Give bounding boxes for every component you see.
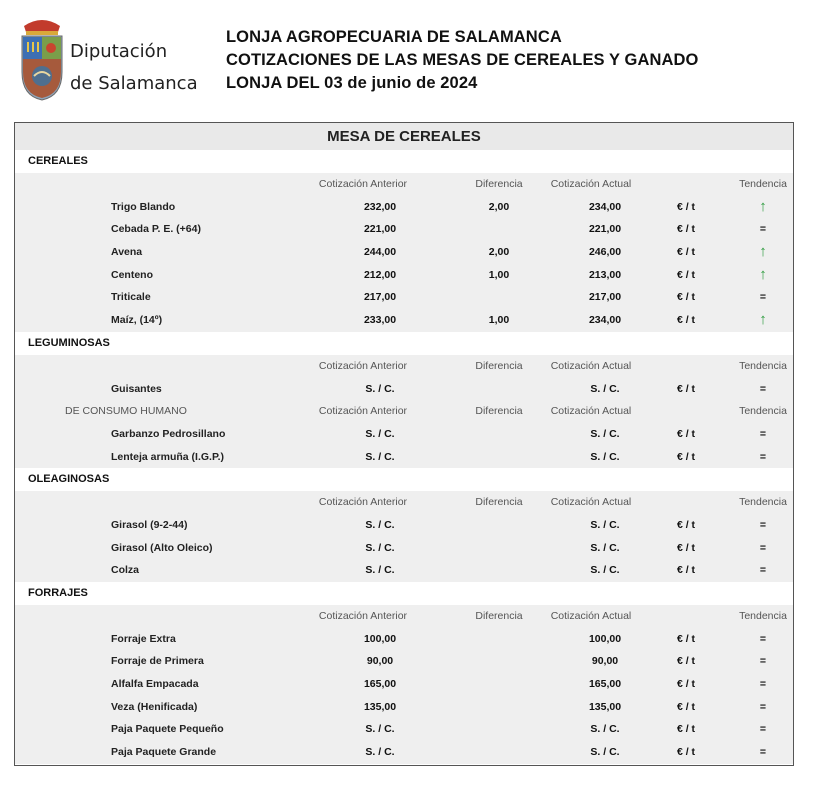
- current-price: 246,00: [588, 246, 622, 259]
- table-row: [15, 537, 793, 560]
- price-unit: € / t: [676, 382, 696, 395]
- previous-price: 135,00: [363, 700, 397, 713]
- previous-price: 232,00: [363, 200, 397, 213]
- previous-price: S. / C.: [365, 564, 395, 577]
- subsection-label: DE CONSUMO HUMANO: [65, 405, 187, 418]
- product-name: Forraje de Primera: [111, 655, 204, 668]
- previous-price: 221,00: [363, 223, 397, 236]
- previous-price: S. / C.: [365, 541, 395, 554]
- price-difference: 1,00: [488, 314, 510, 327]
- trend-up-arrow-icon: ↑: [759, 243, 767, 261]
- table-row: [15, 286, 793, 309]
- table-row: [15, 423, 793, 446]
- previous-price: 233,00: [363, 314, 397, 327]
- price-unit: € / t: [676, 564, 696, 577]
- heading-line2: COTIZACIONES DE LAS MESAS DE CEREALES Y GANADO: [226, 51, 699, 69]
- product-name: Paja Paquete Grande: [111, 746, 217, 759]
- previous-price: S. / C.: [365, 382, 395, 395]
- table-row: [15, 650, 793, 673]
- trend-up-arrow-icon: ↑: [759, 265, 767, 283]
- trend-equal: =: [759, 564, 767, 577]
- current-price: S. / C.: [590, 518, 620, 531]
- table-row: [15, 514, 793, 537]
- current-price: S. / C.: [590, 382, 620, 395]
- current-price: S. / C.: [590, 427, 620, 440]
- current-price: 217,00: [588, 291, 622, 304]
- price-unit: € / t: [676, 223, 696, 236]
- price-unit: € / t: [676, 450, 696, 463]
- page-heading: [226, 26, 698, 95]
- current-price: S. / C.: [590, 450, 620, 463]
- product-name: Paja Paquete Pequeño: [111, 723, 224, 736]
- col-header-prev: Cotización Anterior: [318, 610, 408, 622]
- price-unit: € / t: [676, 246, 696, 259]
- trend-equal: =: [759, 450, 767, 463]
- section-block: [15, 173, 793, 332]
- price-unit: € / t: [676, 291, 696, 304]
- trend-up-arrow-icon: ↑: [759, 311, 767, 329]
- price-unit: € / t: [676, 427, 696, 440]
- trend-equal: =: [759, 678, 767, 691]
- trend-equal: =: [759, 723, 767, 736]
- price-unit: € / t: [676, 655, 696, 668]
- table-row: [15, 628, 793, 651]
- col-header-prev: Cotización Anterior: [318, 496, 408, 509]
- col-header-diff: Diferencia: [475, 405, 523, 418]
- trend-equal: =: [759, 700, 767, 713]
- product-name: Garbanzo Pedrosillano: [111, 427, 226, 440]
- heading-line3: LONJA DEL 03 de junio de 2024: [226, 74, 478, 92]
- trend-equal: =: [759, 632, 767, 645]
- price-difference: 1,00: [488, 268, 510, 281]
- col-header-diff: Diferencia: [475, 359, 523, 372]
- col-header-diff: Diferencia: [475, 496, 523, 509]
- product-name: Colza: [111, 564, 140, 577]
- table-row: [15, 196, 793, 219]
- price-difference: 2,00: [488, 200, 510, 213]
- col-header-curr: Cotización Actual: [550, 496, 632, 509]
- previous-price: S. / C.: [365, 427, 395, 440]
- col-header-curr: Cotización Actual: [550, 405, 632, 418]
- col-header-trend: Tendencia: [739, 610, 787, 622]
- table-title: MESA DE CEREALES: [15, 123, 793, 150]
- column-header-row: [15, 173, 793, 196]
- price-unit: € / t: [676, 746, 696, 759]
- current-price: 221,00: [588, 223, 622, 236]
- trend-up-arrow-icon: ↑: [759, 197, 767, 215]
- col-header-curr: Cotización Actual: [550, 610, 632, 622]
- table-row: [15, 309, 793, 332]
- trend-equal: =: [759, 291, 767, 304]
- price-unit: € / t: [676, 632, 696, 645]
- previous-price: 212,00: [363, 268, 397, 281]
- col-header-diff: Diferencia: [475, 178, 523, 190]
- current-price: 100,00: [588, 632, 622, 645]
- column-header-row: [15, 400, 793, 423]
- price-unit: € / t: [676, 518, 696, 531]
- current-price: S. / C.: [590, 564, 620, 577]
- price-unit: € / t: [676, 200, 696, 213]
- price-table: [14, 122, 794, 766]
- col-header-trend: Tendencia: [739, 496, 787, 509]
- product-name: Alfalfa Empacada: [111, 678, 199, 691]
- section-title: OLEAGINOSAS: [15, 468, 793, 491]
- table-row: [15, 673, 793, 696]
- product-name: Veza (Henificada): [111, 700, 198, 713]
- current-price: S. / C.: [590, 746, 620, 759]
- previous-price: 90,00: [366, 655, 394, 668]
- column-header-row: [15, 605, 793, 628]
- product-name: Triticale: [111, 291, 151, 304]
- logo-line2: de Salamanca: [70, 73, 198, 94]
- logo-line1: Diputación: [70, 41, 168, 62]
- product-name: Girasol (Alto Oleico): [111, 541, 213, 554]
- col-header-diff: Diferencia: [475, 610, 523, 622]
- current-price: 90,00: [591, 655, 619, 668]
- trend-equal: =: [759, 223, 767, 236]
- trend-equal: =: [759, 427, 767, 440]
- product-name: Centeno: [111, 268, 153, 281]
- current-price: S. / C.: [590, 541, 620, 554]
- trend-equal: =: [759, 518, 767, 531]
- previous-price: S. / C.: [365, 450, 395, 463]
- col-header-prev: Cotización Anterior: [318, 178, 408, 190]
- previous-price: 165,00: [363, 678, 397, 691]
- trend-equal: =: [759, 746, 767, 759]
- table-row: [15, 559, 793, 582]
- price-unit: € / t: [676, 678, 696, 691]
- current-price: 234,00: [588, 200, 622, 213]
- section-title: CEREALES: [15, 150, 793, 173]
- heading-line1: LONJA AGROPECUARIA DE SALAMANCA: [226, 28, 562, 46]
- product-name: Guisantes: [111, 382, 162, 395]
- col-header-trend: Tendencia: [739, 359, 787, 372]
- col-header-prev: Cotización Anterior: [318, 359, 408, 372]
- previous-price: 244,00: [363, 246, 397, 259]
- trend-equal: =: [759, 541, 767, 554]
- col-header-trend: Tendencia: [739, 405, 787, 418]
- product-name: Trigo Blando: [111, 200, 176, 213]
- column-header-row: [15, 491, 793, 514]
- current-price: 234,00: [588, 314, 622, 327]
- trend-equal: =: [759, 655, 767, 668]
- table-row: [15, 241, 793, 264]
- col-header-curr: Cotización Actual: [550, 359, 632, 372]
- price-unit: € / t: [676, 723, 696, 736]
- trend-equal: =: [759, 382, 767, 395]
- table-row: [15, 218, 793, 241]
- section-block: [15, 605, 793, 764]
- col-header-trend: Tendencia: [739, 178, 787, 190]
- price-unit: € / t: [676, 541, 696, 554]
- section-block: [15, 355, 793, 468]
- table-row: [15, 696, 793, 719]
- table-row: [15, 446, 793, 469]
- diputacion-logo: [16, 14, 206, 102]
- product-name: Lenteja armuña (I.G.P.): [111, 450, 225, 463]
- current-price: 213,00: [588, 268, 622, 281]
- previous-price: 100,00: [363, 632, 397, 645]
- previous-price: S. / C.: [365, 746, 395, 759]
- product-name: Cebada P. E. (+64): [111, 223, 201, 236]
- current-price: S. / C.: [590, 723, 620, 736]
- product-name: Forraje Extra: [111, 632, 176, 645]
- section-title: LEGUMINOSAS: [15, 332, 793, 355]
- previous-price: S. / C.: [365, 518, 395, 531]
- col-header-curr: Cotización Actual: [550, 178, 632, 190]
- column-header-row: [15, 355, 793, 378]
- logo-text: [70, 36, 198, 100]
- previous-price: 217,00: [363, 291, 397, 304]
- previous-price: S. / C.: [365, 723, 395, 736]
- price-unit: € / t: [676, 314, 696, 327]
- price-difference: 2,00: [488, 246, 510, 259]
- product-name: Maíz, (14º): [111, 314, 163, 327]
- coat-of-arms-icon: [16, 14, 68, 102]
- current-price: 135,00: [588, 700, 622, 713]
- section-title: FORRAJES: [15, 582, 793, 605]
- table-row: [15, 741, 793, 764]
- table-row: [15, 718, 793, 741]
- table-sections: [15, 150, 793, 764]
- section-block: [15, 491, 793, 582]
- current-price: 165,00: [588, 678, 622, 691]
- table-row: [15, 378, 793, 401]
- price-unit: € / t: [676, 268, 696, 281]
- product-name: Avena: [111, 246, 143, 259]
- table-row: [15, 264, 793, 287]
- col-header-prev: Cotización Anterior: [318, 405, 408, 418]
- price-unit: € / t: [676, 700, 696, 713]
- product-name: Girasol (9-2-44): [111, 518, 188, 531]
